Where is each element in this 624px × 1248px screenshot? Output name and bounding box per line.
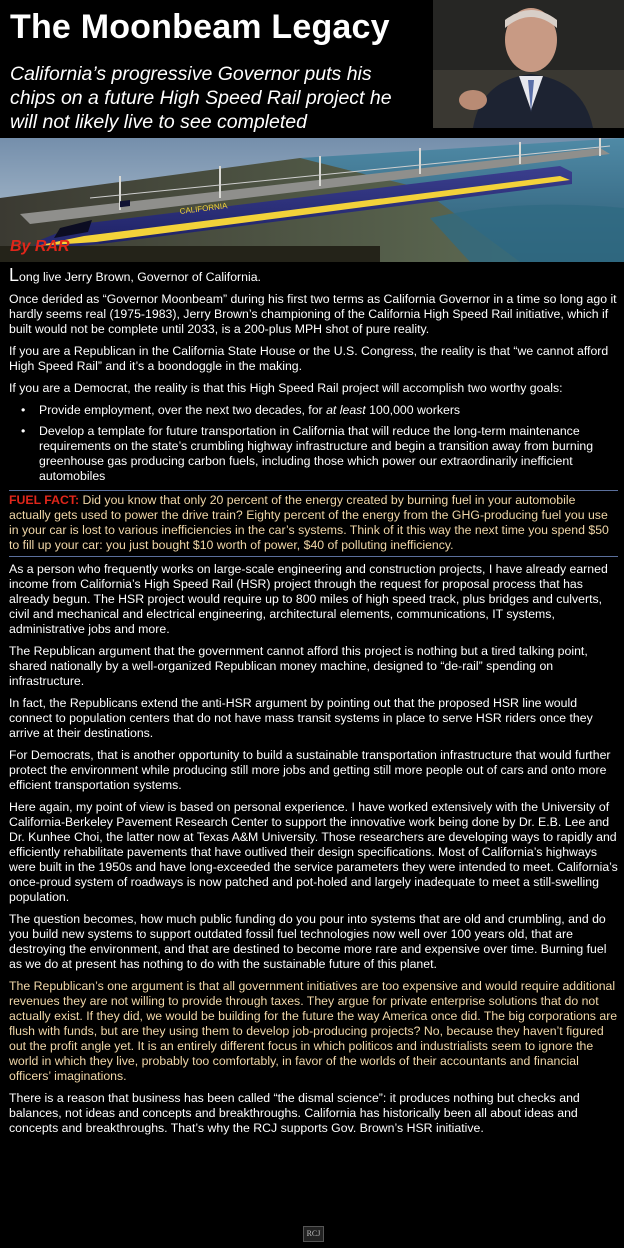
fuel-fact-callout — [9, 490, 618, 557]
lead-text: ong live Jerry Brown, Governor of California. — [19, 270, 261, 284]
governor-portrait-image — [433, 0, 624, 128]
bullet-icon: • — [21, 403, 26, 417]
paragraph: If you are a Republican in the California State House or the U.S. Congress, the reality is that “we cannot afford High Speed Rail” and it’s a boondoggle in the making. — [9, 344, 609, 373]
paragraph: The question becomes, how much public funding do you pour into systems that are old and crumbling, and do you build new systems to support outdated fossil fuel technologies now well over 100 years old, that are destroying the environment, and that are destined to become more rare and expensive over time. Burning fuel as we do at present has nothing to do with the sustainable future of this planet. — [9, 912, 607, 971]
high-speed-train-illustration — [0, 128, 624, 262]
paragraph: For Democrats, that is another opportunity to build a sustainable transportation infrastructure that would further protect the environment while producing still more jobs and getting still more people out of cars and onto more efficient transportation systems. — [9, 748, 611, 792]
paragraph: As a person who frequently works on large-scale engineering and construction projects, I have already earned income from California’s High Speed Rail (HSR) project through the request for proposal process that has already begun. The HSR project would require up to 800 miles of high speed track, plus bridges and culverts, civil and mechanical and electrical engineering, architectural elements, communications, IT systems, administrative jobs and more. — [9, 562, 608, 636]
bullet-icon: • — [21, 424, 26, 438]
governor-portrait — [433, 0, 624, 128]
masthead — [0, 0, 624, 262]
list-item: • Provide employment, over the next two decades, for at least 100,000 workers — [21, 403, 461, 417]
article-subtitle: California’s progressive Governor puts his chips on a future High Speed Rail project he will not likely live to see completed — [10, 63, 392, 133]
goals-list — [9, 403, 618, 484]
drop-cap: L — [9, 265, 20, 285]
paragraph: Once derided as “Governor Moonbeam” during his first two terms as California Governor in a time so long ago it hardly seems real (1975-1983), Jerry Brown’s championing of the California High Speed Rail initiative, which if built would not be complete until 2033, is a 200-plus MPH shot of pure reality. — [9, 292, 617, 336]
rcj-logo: RCJ — [303, 1226, 324, 1242]
train-photo — [0, 128, 624, 262]
paragraph: If you are a Democrat, the reality is that this High Speed Rail project will accomplish two worthy goals: — [9, 381, 563, 395]
paragraph: The Republican argument that the government cannot afford this project is nothing but a tired talking point, shared nationally by a well-organized Republican money machine, designed to “de-rail” spending on infrastructure. — [9, 644, 588, 688]
paragraph: There is a reason that business has been called “the dismal science”: it produces nothing but checks and balances, not ideas and concepts and breakthroughs. California has historically been all about ideas and concepts and breakthroughs. That’s why the RCJ supports Gov. Brown’s HSR initiative. — [9, 1091, 580, 1135]
fuel-fact-text: Did you know that only 20 percent of the energy created by burning fuel in your automobile actually gets used to power the drive train? Eighty percent of the energy from the GHG-producing fuel you use in your car is lost to various inefficiencies in the car’s systems. Think of it this way the next time you spend $50 to fill up your car: you just bought $10 worth of power, $40 of polluting inefficiency. — [9, 493, 609, 552]
article-title: The Moonbeam Legacy — [10, 8, 390, 46]
article-body — [9, 265, 618, 1143]
paragraph: The Republican’s one argument is that all government initiatives are too expensive and would require additional revenues they are not willing to provide through taxes. They argue for private enterprise solutions that do not actually exist. If they did, we would be building for the future the way America once did. The big corporations are flush with funds, but are they using them to develop job-producing projects? No, because they haven’t figured out the profit angle yet. It is an entirely different focus in which politicos and industrialists seem to ignore the world in which they live, probably too comfortably, in favor of the worlds of their accountants and financial officers’ imaginations. — [9, 979, 618, 1083]
train-livery-text: CALIFORNIA — [179, 201, 228, 216]
byline: By RAR — [10, 238, 70, 255]
paragraph: Here again, my point of view is based on personal experience. I have worked extensively with the University of California-Berkeley Pavement Research Center to support the innovative work being done by Dr. E.B. Lee and Dr. Kunhee Choi, the latter now at Texas A&M University. Those researchers are developing ways to rapidly and efficiently rehabilitate pavements that have outlived their design specifications. Most of California’s highways were built in the 1950s and have long-exceeded the service parameters they were intended to meet. California’s once-proud system of roadways is now patched and pot-holed and largely inadequate to meet a still-swelling population. — [9, 800, 618, 904]
list-item: • Develop a template for future transportation in California that will reduce the long-term maintenance requirements on the state’s crumbling highway infrastructure and begin a transition away from burning greenhouse gas producing carbon fuels, including those which power our extraordinarily inefficient automobiles — [21, 424, 594, 483]
lead-paragraph — [9, 265, 618, 285]
fuel-fact-label: FUEL FACT: — [9, 493, 80, 507]
paragraph: In fact, the Republicans extend the anti-HSR argument by pointing out that the proposed HSR line would connect to population centers that do not have mass transit systems in place to serve HSR riders once they arrive at their destinations. — [9, 696, 593, 740]
